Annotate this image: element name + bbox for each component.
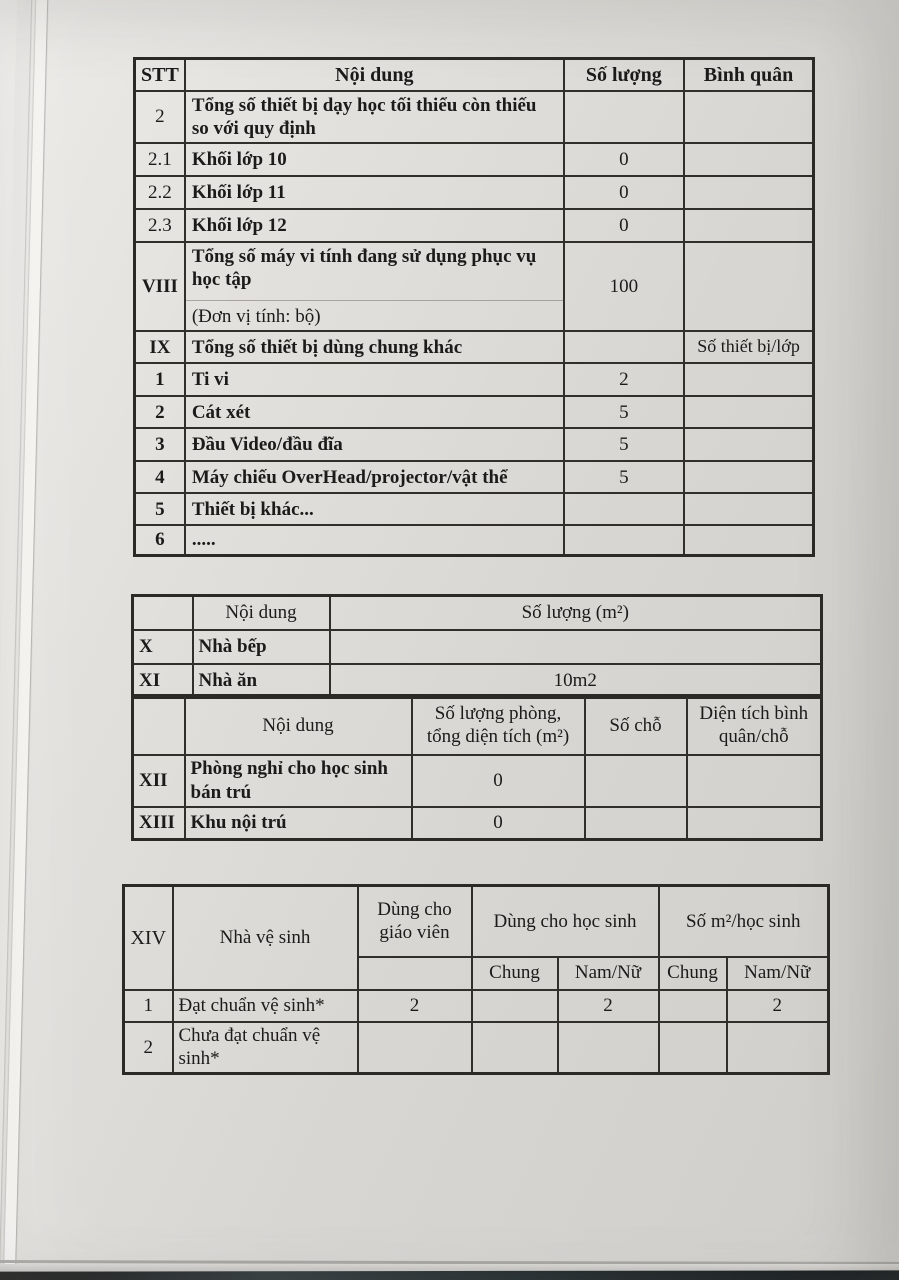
content-cell	[185, 363, 564, 396]
col-header-noidung: Nội dung	[185, 59, 564, 91]
average-cell: Số thiết bị/lớp	[684, 331, 814, 363]
desk-dark-band	[0, 1270, 899, 1280]
table-row	[135, 209, 814, 242]
content-text: Máy chiếu OverHead/projector/vật thể	[191, 466, 508, 488]
table-row	[133, 630, 822, 664]
quantity-cell: 5	[564, 461, 684, 493]
content-cell: Đạt chuẩn vệ sinh*	[173, 990, 358, 1022]
group-header-area: Số m²/học sinh	[659, 886, 829, 957]
col-header-teacher: Dùng cho giáo viên	[358, 886, 472, 957]
content-text: Ti vi	[191, 369, 229, 391]
content-text: Cát xét	[191, 401, 251, 423]
students-chung-cell	[472, 990, 558, 1022]
stt-cell: 6	[135, 525, 185, 555]
stt-cell: 2.3	[135, 209, 185, 242]
average-cell	[684, 428, 814, 461]
boarding-body	[133, 755, 822, 840]
table-row	[133, 664, 822, 698]
no-cell: 1	[124, 990, 173, 1022]
average-cell	[684, 143, 814, 176]
stt-cell: VIII	[135, 242, 185, 332]
stt-cell: 3	[135, 428, 185, 461]
corner-label-xiv: XIV	[124, 886, 173, 990]
stt-cell: 2.2	[135, 176, 185, 209]
header-row	[133, 696, 822, 755]
stt-cell: 5	[135, 493, 185, 525]
table-row	[135, 461, 814, 493]
table-row	[135, 176, 814, 209]
table-row	[135, 396, 814, 428]
stt-cell: 1	[135, 363, 185, 396]
average-cell	[684, 493, 814, 525]
content-cell: Chưa đạt chuẩn vệ sinh*	[173, 1022, 358, 1074]
empty-subheader	[358, 957, 472, 990]
col-header-soluong-m2: Số lượng (m²)	[330, 596, 822, 630]
quantity-cell: 2	[564, 363, 684, 396]
stt-cell: 2	[135, 396, 185, 428]
average-cell	[684, 209, 814, 242]
toilet-body	[124, 990, 829, 1074]
subheader-namnu-students: Nam/Nữ	[558, 957, 659, 990]
table-row	[135, 525, 814, 555]
area-namnu-cell	[727, 1022, 829, 1074]
content-text: Khối lớp 11	[191, 181, 286, 203]
stt-cell: IX	[135, 331, 185, 363]
quantity-cell: 0	[564, 209, 684, 242]
quantity-cell: 0	[564, 143, 684, 176]
table-row	[133, 755, 822, 807]
quantity-cell: 5	[564, 428, 684, 461]
quantity-cell	[564, 91, 684, 143]
rooms-cell: 0	[412, 755, 585, 807]
equipment-table-body	[135, 91, 814, 556]
content-cell	[185, 428, 564, 461]
no-cell: 2	[124, 1022, 173, 1074]
table-row	[135, 331, 814, 363]
content-cell: Nhà bếp	[193, 630, 330, 664]
stt-cell: 2	[135, 91, 185, 143]
table-row	[124, 1022, 829, 1074]
content-cell	[185, 461, 564, 493]
header-row	[135, 59, 814, 91]
quantity-cell	[564, 493, 684, 525]
content-cell: Nhà ăn	[193, 664, 330, 698]
roman-cell: XII	[133, 755, 185, 807]
col-header-noidung: Nội dung	[193, 596, 330, 630]
quantity-cell	[564, 525, 684, 555]
content-cell	[185, 91, 564, 143]
subheader-chung-students: Chung	[472, 957, 558, 990]
quantity-cell: 0	[564, 176, 684, 209]
content-cell	[185, 525, 564, 555]
table-row	[135, 428, 814, 461]
table-row	[135, 91, 814, 143]
quantity-cell	[564, 331, 684, 363]
content-cell	[185, 396, 564, 428]
subheader-namnu-area: Nam/Nữ	[727, 957, 829, 990]
average-cell	[684, 461, 814, 493]
col-header-empty	[133, 696, 185, 755]
content-text: Đầu Video/đầu đĩa	[191, 434, 343, 456]
unit-note: (Đơn vị tính: bộ)	[186, 300, 563, 330]
content-cell	[185, 242, 564, 332]
content-cell	[185, 493, 564, 525]
quantity-cell: 100	[564, 242, 684, 332]
teacher-cell: 2	[358, 990, 472, 1022]
col-header-stt: STT	[135, 59, 185, 91]
students-namnu-cell: 2	[558, 990, 659, 1022]
toilet-table	[122, 884, 830, 1075]
subheader-chung-area: Chung	[659, 957, 727, 990]
header-row	[124, 886, 829, 957]
content-cell: Khu nội trú	[185, 807, 412, 840]
table-row	[135, 143, 814, 176]
stt-cell: 2.1	[135, 143, 185, 176]
col-header-soluong: Số lượng	[564, 59, 684, 91]
col-header-binhquan: Bình quân	[684, 59, 814, 91]
seats-cell	[585, 755, 687, 807]
table-row	[135, 242, 814, 332]
content-text: .....	[191, 529, 216, 551]
average-cell	[684, 242, 814, 332]
content-text: Thiết bị khác...	[191, 498, 314, 520]
average-cell	[684, 363, 814, 396]
roman-cell: XI	[133, 664, 193, 698]
rooms-cell: 0	[412, 807, 585, 840]
group-header-students: Dùng cho học sinh	[472, 886, 659, 957]
content-text: Tổng số thiết bị dạy học tối thiểu còn thiếu so với quy định	[191, 94, 537, 139]
col-header-avg-area: Diện tích bình quân/chỗ	[687, 696, 822, 755]
equipment-table	[133, 57, 815, 557]
content-text: Tổng số thiết bị dùng chung khác	[191, 336, 463, 358]
roman-cell: XIII	[133, 807, 185, 840]
content-text: Khối lớp 12	[191, 214, 287, 236]
students-namnu-cell	[558, 1022, 659, 1074]
seats-cell	[585, 807, 687, 840]
content-text: Khối lớp 10	[191, 148, 287, 170]
table-row	[124, 990, 829, 1022]
stt-cell: 4	[135, 461, 185, 493]
col-header-nha-ve-sinh: Nhà vệ sinh	[173, 886, 358, 990]
content-cell	[185, 331, 564, 363]
avg-area-cell	[687, 755, 822, 807]
average-cell	[684, 525, 814, 555]
avg-area-cell	[687, 807, 822, 840]
area-value-cell	[330, 630, 822, 664]
kitchen-dining-table	[131, 594, 823, 699]
table-row	[135, 493, 814, 525]
area-value-cell: 10m2	[330, 664, 822, 698]
content-cell: Phòng nghỉ cho học sinh bán trú	[185, 755, 412, 807]
content-text: Tổng số máy vi tính đang sử dụng phục vụ học tập	[191, 245, 537, 291]
col-header-rooms-area: Số lượng phòng, tổng diện tích (m²)	[412, 696, 585, 755]
col-header-empty	[133, 596, 193, 630]
table-row	[133, 807, 822, 840]
average-cell	[684, 396, 814, 428]
content-cell	[185, 143, 564, 176]
content-cell	[185, 209, 564, 242]
quantity-cell: 5	[564, 396, 684, 428]
area-chung-cell	[659, 1022, 727, 1074]
col-header-seats: Số chỗ	[585, 696, 687, 755]
area-chung-cell	[659, 990, 727, 1022]
content-cell	[185, 176, 564, 209]
average-cell	[684, 91, 814, 143]
header-row	[133, 596, 822, 630]
teacher-cell	[358, 1022, 472, 1074]
area-namnu-cell: 2	[727, 990, 829, 1022]
col-header-noidung: Nội dung	[185, 696, 412, 755]
students-chung-cell	[472, 1022, 558, 1074]
kitchen-dining-body	[133, 630, 822, 698]
boarding-table	[131, 694, 823, 841]
roman-cell: X	[133, 630, 193, 664]
table-row	[135, 363, 814, 396]
average-cell	[684, 176, 814, 209]
